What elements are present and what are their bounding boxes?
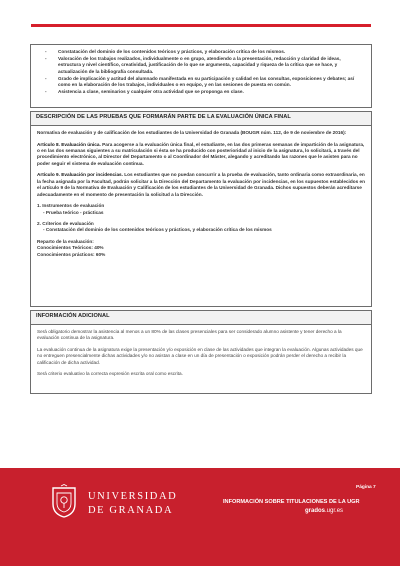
- university-name-line-1: UNIVERSIDAD: [88, 491, 178, 502]
- info-adicional-header: [30, 310, 372, 325]
- info-paragraph-3: Será criterio evaluativo la correcta expresión escrita oral como escrita.: [37, 371, 183, 377]
- article-8-lead: Artículo 8. Evaluación única.: [37, 141, 101, 147]
- grados-url[interactable]: [305, 508, 343, 514]
- article-9-lead: Artículo 9. Evaluación por incidencias.: [37, 172, 123, 178]
- instruments-item: - Prueba teórico - prácticas: [43, 209, 104, 215]
- criteria-box: [30, 44, 372, 108]
- instruments-heading: 1. Instrumentos de evaluación: [37, 203, 105, 209]
- info-paragraph-2: La evaluación continua de la asignatura exige la presentación y/o exposición en clase de las actividades que integran la evaluación. Algunas actividades que no entreguen presencialmente dichas actividades y/o no asistan a clase en un día de presentación o exposición podrán perder el derecho a recibir la calificación de dicha actividad.: [37, 347, 363, 365]
- criteria-item: - Valoración de los trabajos realizados, individualmente o en grupo, atendiendo a la presentación, redacción y claridad de ideas, estructura y nivel científico, creatividad, justificación de lo que se argumenta, capacidad y riqueza de la crítica que se hace, y actualización de la bibliografía consultada.: [31, 56, 363, 75]
- top-red-rule: [31, 24, 371, 27]
- reparto-heading: Reparto de la evaluación:: [37, 238, 94, 244]
- info-paragraph-1: Será obligatorio demostrar la asistencia al menos a un 80% de las clases presenciales para ser considerado alumno asistente y tener derecho a la evaluación continua de la asignatura.: [37, 329, 342, 341]
- page-number: Página 7: [356, 485, 376, 490]
- article-9-text: Los estudiantes que no puedan concurrir a la prueba de evaluación, tanto ordinaria como extraordinaria, en la fecha asignada por la Facultad, podrán solicitar a la Dirección del Departamento la evaluación por incidencias, en los supuestos establecidos en el artículo 9 de la Normativa de Evaluación y Calificación de los estudiantes de la Universidad de Granada. Dichos supuestos deberán acreditarse adecuadamente en el momento de presentación la solicitud a la Dirección.: [37, 172, 365, 197]
- eval-unica-header: [30, 111, 372, 126]
- article-9-paragraph: [37, 172, 365, 198]
- eval-unica-box: [30, 125, 372, 307]
- criteria-heading: 2. Criterios de evaluación: [37, 221, 94, 227]
- reparto-teoricos: Conocimientos Teóricos: 40%: [37, 245, 104, 251]
- grados-bold: grados: [305, 508, 326, 514]
- university-name-line-2: DE GRANADA: [88, 505, 174, 516]
- info-adicional-content: [37, 329, 365, 383]
- criteria-list: [31, 49, 363, 96]
- normativa-paragraph: Normativa de evaluación y de calificación de los estudiantes de la Universidad de Granada (BOUGR núm. 112, de 9 de noviembre de 2016):: [37, 130, 347, 135]
- grados-light: .ugr.es: [325, 508, 344, 514]
- criteria-item: - Asistencia a clase, seminarios y cualquier otra actividad que se proponga en clase.: [31, 89, 363, 95]
- footer-info-line: INFORMACIÓN SOBRE TITULACIONES DE LA UGR: [223, 499, 360, 505]
- reparto-practicos: Conocimientos prácticos: 60%: [37, 251, 106, 257]
- article-8-paragraph: [37, 142, 365, 168]
- eval-unica-title: DESCRIPCIÓN DE LAS PRUEBAS QUE FORMARÁN PARTE DE LA EVALUACIÓN ÚNICA FINAL: [36, 114, 291, 120]
- criteria-item: - Grado de implicación y actitud del alumnado manifestada en su participación y calidad en las consultas, exposiciones y debates; así como en la elaboración de los trabajos, individuales o en equipo, y en las sesiones de puesta en común.: [31, 76, 363, 89]
- criteria-heading-item: - Constatación del dominio de los contenidos teóricos y prácticos, y elaboración crítica de los mismos: [43, 227, 272, 233]
- info-adicional-box: [30, 324, 372, 394]
- info-adicional-title: INFORMACIÓN ADICIONAL: [36, 313, 110, 319]
- eval-unica-content: [37, 130, 365, 258]
- article-8-text: Para acogerse a la evaluación única final, el estudiante, en las dos primeras semanas de impartición de la asignatura, o en las dos semanas siguientes a su matriculación si ésta se ha producido con posterioridad al inicio de la asignatura, lo solicitará, a través del procedimiento electrónico, al Director del Departamento o al Coordinador del Máster, alegando y acreditando las razones que le asisten para no poder seguir el sistema de evaluación continua.: [37, 141, 365, 166]
- criteria-item: - Constatación del dominio de los contenidos teóricos y prácticos, y elaboración crítica de los mismos.: [31, 49, 363, 55]
- university-seal-logo-icon: [50, 484, 78, 518]
